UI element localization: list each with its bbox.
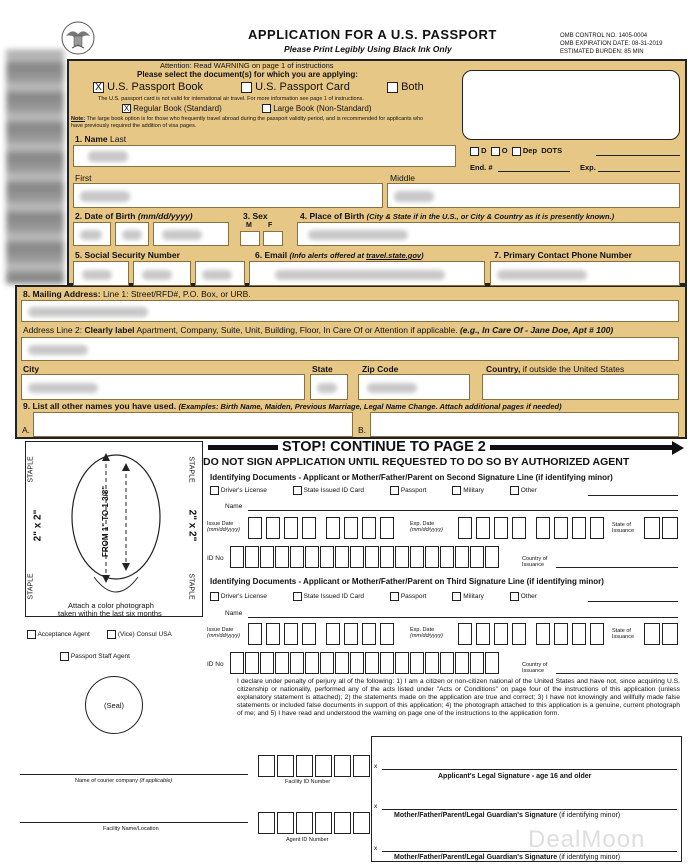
pob-label: 4. Place of Birth [300,211,365,221]
office-dep-label: Dep [522,146,538,155]
photo-head-size: FROM 1" TO 1 3/8" [101,485,111,558]
ssn-part3-input[interactable] [195,261,245,286]
id2-passport[interactable]: Passport [390,486,426,495]
id2-stateid[interactable]: State Issued ID Card [293,486,364,495]
guardian1-signature-label: Mother/Father/Parent/Legal Guardian's Signature (if identifying minor) [394,812,621,819]
regular-book-label: Regular Book (Standard) [133,104,222,113]
redacted-barcode [6,50,64,284]
facility-label: Facility Name/Location [103,826,159,832]
consul-option[interactable] [107,630,172,639]
attention-text: Attention: Read WARNING on page 1 of instructions [160,61,334,70]
staff-agent-label: Passport Staff Agent [70,653,130,661]
middle-label: Middle [390,173,416,183]
omb-control: OMB CONTROL NO. 1405-0004 [560,33,648,39]
id2-idno-cells[interactable] [230,546,499,568]
id3-idno-label: ID No [207,661,224,668]
applicant-signature-label: Applicant's Legal Signature - age 16 and older [438,773,592,780]
regular-book-option[interactable] [122,104,222,113]
id2-other-line [588,495,678,496]
email-hint-a: (Info alerts offered at [289,251,367,260]
last-label: Last [109,134,127,144]
select-docs-text: Please select the document(s) for which you are applying: [137,70,358,79]
first-name-input[interactable] [73,183,383,208]
courier-line[interactable] [20,774,248,775]
id3-issue-cells[interactable] [248,623,394,645]
mailing-hint: Line 1: Street/RFD#, P.O. Box, or URB. [103,289,251,299]
ssn-label: 5. Social Security Number [75,250,180,260]
regular-book-checkbox[interactable]: X [123,104,130,114]
other-name-a-label: A. [22,425,31,435]
address-line2-input[interactable] [21,337,679,361]
id2-title: Identifying Documents - Applicant or Mother/Father/Parent on Second Signature Line (if identifying minor) [210,473,613,482]
office-dots-label: DOTS [541,146,563,155]
eagle-seal-icon [60,20,96,56]
id3-other[interactable]: Other [510,592,537,601]
other-name-b-label: B. [358,425,367,435]
large-book-option[interactable] [262,104,372,113]
dob-month-input[interactable] [73,222,111,246]
id3-state-label: State of Issuance [612,628,635,640]
office-exp-label: Exp. [580,163,596,172]
sex-m-label: M [246,222,252,229]
id2-issue-label: Issue Date (mm/dd/yyyy) [207,521,240,533]
sig3-x: x [374,845,378,852]
id3-driver[interactable]: Driver's License [210,592,267,601]
staff-agent-checkbox[interactable] [60,652,69,661]
city-input[interactable] [21,374,305,400]
staple-top-right: STAPLE [187,456,195,483]
id3-passport[interactable]: Passport [390,592,426,601]
id2-driver[interactable]: Driver's License [210,486,267,495]
state-input[interactable] [310,374,348,400]
id2-country-line[interactable] [556,567,678,568]
id3-state-cells[interactable] [644,623,678,645]
dob-format: (mm/dd/yyyy) [137,211,193,221]
card-note: The U.S. passport card is not valid for international air travel. For more information see page 1 of instructions. [98,96,364,102]
office-use-box [462,70,680,140]
form-title: APPLICATION FOR A U.S. PASSPORT [248,27,497,42]
address-line2-heading [23,325,613,335]
name-heading [75,134,126,144]
other-name-a-input[interactable] [33,412,353,437]
exp-line [598,171,680,172]
ssn-part2-input[interactable] [133,261,191,286]
office-d-checkbox[interactable] [470,147,479,156]
head-outline-icon [64,447,168,605]
sex-male-box[interactable] [240,231,260,246]
other-names-hint: (Examples: Birth Name, Maiden, Previous Marriage, Legal Name Change. Attach additional pages if needed) [178,402,562,411]
both-option[interactable] [387,81,424,93]
id2-exp-label: Exp. Date (mm/dd/yyyy) [410,521,443,533]
id3-issue-label: Issue Date (mm/dd/yyyy) [207,627,240,639]
id2-issue-cells[interactable] [248,517,394,539]
last-name-input[interactable] [73,145,456,167]
consul-checkbox[interactable] [107,630,116,639]
office-codes [470,146,562,156]
passport-card-option[interactable] [241,81,350,93]
stop-arrow-icon [672,441,684,455]
id2-other[interactable]: Other [510,486,537,495]
name-label: 1. Name [75,134,108,144]
staff-agent-option[interactable] [60,652,130,661]
dealmoon-watermark: DealMoon [528,826,646,853]
country-hint: if outside the United States [522,364,625,374]
id3-types [210,592,680,601]
large-book-checkbox[interactable] [262,104,271,113]
country-heading [486,364,624,374]
office-end-label: End. # [470,163,493,172]
id3-title: Identifying Documents - Applicant or Mother/Father/Parent on Third Signature Line (if identifying minor) [210,577,604,586]
omb-expiration: OMB EXPIRATION DATE: 08-31-2019 [560,41,663,47]
country-label: Country, [486,364,521,374]
passport-card-checkbox[interactable] [241,82,252,93]
id2-military[interactable]: Military [452,486,483,495]
id3-stateid[interactable]: State Issued ID Card [293,592,364,601]
addr2-example: (e.g., In Care Of - Jane Doe, Apt # 100) [459,325,614,335]
seal-circle [85,676,143,734]
email-input[interactable] [249,261,485,286]
facility-id-cells[interactable] [258,755,370,777]
id3-military[interactable]: Military [452,592,483,601]
declaration-text: I declare under penalty of perjury all of the following: 1) I am a citizen or non-citizen national of the United States and have not, since acquiring U.S. citizenship or nationality, performed any of the acts listed under "Acts or Conditions" on page four of the instructions of this application (unless explanatory statement is attached); 2) the statements made on the application are true and correct; 3) I have not knowingly and willfully made false statements or included false documents in support of this application; 4) the photograph attached to this application is a genuine, current photograph of me; and 5) I have read and understood the warning on page one of the instructions to the application form. [237,678,680,717]
id3-country-line[interactable] [556,673,678,674]
city-label: City [23,364,40,374]
zip-label: Zip Code [362,364,399,374]
photo-size-left: 2" x 2" [32,509,44,542]
facility-id-label: Facility ID Number [285,779,331,785]
dob-year-input[interactable] [153,222,229,246]
dob-day-input[interactable] [115,222,149,246]
acceptance-agent-label: Acceptance Agent [37,631,90,639]
dots-line [596,155,680,156]
pob-hint: (City & State if in the U.S., or City & Country as it is presently known.) [366,212,615,221]
country-input[interactable] [482,374,679,400]
photo-caption-1: Attach a color photograph [68,601,154,610]
sex-f-label: F [268,222,273,229]
id2-name-label: Name [225,503,243,510]
address-line1-input[interactable] [21,300,679,322]
guardian1-signature-line[interactable] [382,809,677,810]
staple-bottom-right: STAPLE [187,573,195,600]
other-name-b-input[interactable] [370,412,679,437]
both-label: Both [401,81,424,93]
email-label: 6. Email [255,250,288,260]
dob-heading [75,211,193,221]
passport-book-checkbox[interactable]: X [93,82,104,93]
seal-label: (Seal) [103,700,124,710]
other-names-label: 9. List all other names you have used. [23,401,177,411]
id3-exp-label: Exp. Date (mm/dd/yyyy) [410,627,443,639]
ssn-part1-input[interactable] [73,261,129,286]
end-line [498,171,570,172]
photo-size-right: 2" x 2" [186,509,198,542]
sex-female-box[interactable] [263,231,283,246]
office-dep-checkbox[interactable] [512,147,521,156]
phone-input[interactable] [490,261,680,286]
passport-card-label: U.S. Passport Card [255,81,350,93]
id2-types [210,486,680,495]
id2-exp-cells[interactable] [458,517,604,539]
phone-label: 7. Primary Contact Phone Number [494,250,632,260]
courier-label: Name of courier company (if applicable) [75,778,173,784]
both-checkbox[interactable] [387,82,398,93]
addr2-bold: Clearly label [84,325,135,335]
large-book-label: Large Book (Non-Standard) [273,104,372,113]
acceptance-agent-checkbox[interactable] [27,630,36,639]
pob-input[interactable] [297,222,680,246]
sex-label: 3. Sex [243,211,268,221]
id2-idno-label: ID No [207,555,224,562]
office-d-label: D [481,146,487,155]
form-subtitle: Please Print Legibly Using Black Ink Only [284,44,452,54]
note-text: The large book option is for those who frequently travel abroad during the passport validity period, and is recommended for applicants who have previously required the addition of visa pages. [71,116,424,129]
passport-book-label: U.S. Passport Book [107,81,204,93]
email-hint-b: ) [421,251,424,260]
zip-input[interactable] [358,374,470,400]
facility-line[interactable] [20,822,248,823]
stop-warning: DO NOT SIGN APPLICATION UNTIL REQUESTED TO DO SO BY AUTHORIZED AGENT [203,456,630,468]
other-names-heading [23,401,562,411]
staple-top-left: STAPLE [27,456,35,483]
id3-country-label: Country of Issuance [522,662,548,674]
id3-name-line [248,617,678,618]
mailing-label: 8. Mailing Address: [23,289,101,299]
addr2-text: Apartment, Company, Suite, Unit, Building, Floor, In Care Of or Attention if applicable. [136,325,458,335]
first-label: First [75,173,92,183]
email-hint-link[interactable]: travel.state.gov [366,251,422,260]
passport-book-option[interactable] [93,81,203,93]
dob-label: 2. Date of Birth [75,211,136,221]
id2-name-line [248,510,678,511]
omb-burden: ESTIMATED BURDEN: 85 MIN [560,49,644,55]
id2-state-label: State of Issuance [612,522,635,534]
note-label: Note: [71,116,86,122]
applicant-signature-line[interactable] [382,769,677,770]
id3-other-line [588,601,678,602]
pob-heading [300,211,614,221]
office-o-label: O [501,146,508,155]
sig1-x: x [374,763,378,770]
office-o-checkbox[interactable] [491,147,500,156]
acceptance-agent-option[interactable] [27,630,90,639]
id3-name-label: Name [225,610,243,617]
addr2-label: Address Line 2: [23,325,83,335]
photo-caption-2: taken within the last six months [58,609,162,618]
consul-label: (Vice) Consul USA [117,631,172,639]
stop-title: STOP! CONTINUE TO PAGE 2 [278,439,490,455]
state-label: State [312,364,333,374]
guardian2-signature-label: Mother/Father/Parent/Legal Guardian's Signature (if identifying minor) [394,854,621,861]
id3-exp-cells[interactable] [458,623,604,645]
id2-state-cells[interactable] [644,517,678,539]
mailing-heading [23,289,251,299]
staple-bottom-left: STAPLE [27,573,35,600]
middle-name-input[interactable] [387,183,680,208]
large-book-note [71,116,431,129]
sig2-x: x [374,803,378,810]
agent-id-label: Agent ID Number [286,837,329,843]
agent-id-cells[interactable] [258,812,370,834]
id2-country-label: Country of Issuance [522,556,548,568]
email-heading [255,250,424,260]
id3-idno-cells[interactable] [230,652,499,674]
